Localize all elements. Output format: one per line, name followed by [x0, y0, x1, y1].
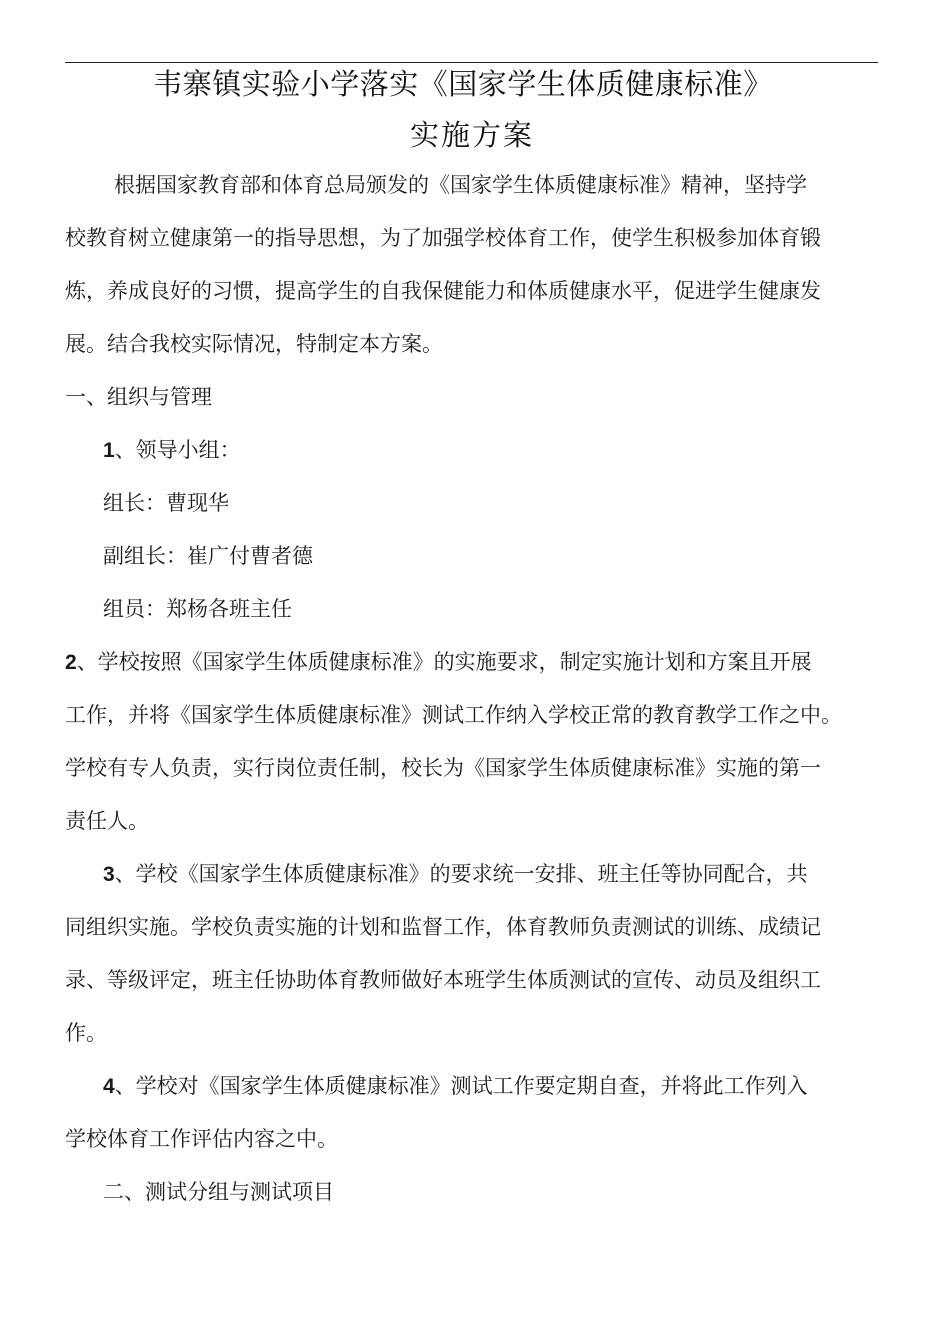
document-title: 韦寨镇实验小学落实《国家学生体质健康标准》	[153, 67, 773, 101]
item2-number: 2	[65, 651, 77, 674]
item3-line-1	[103, 859, 808, 890]
intro-line-3: 炼，养成良好的习惯，提高学生的自我保健能力和体质健康水平，促进学生健康发	[65, 279, 821, 303]
item3-text-1: 、学校《国家学生体质健康标准》的要求统一安排、班主任等协同配合，共	[114, 862, 808, 886]
item3-line-2: 同组织实施。学校负责实施的计划和监督工作，体育教师负责测试的训练、成绩记	[65, 915, 821, 939]
item2-line-4: 责任人。	[65, 809, 149, 833]
item2-line-3: 学校有专人负责，实行岗位责任制，校长为《国家学生体质健康标准》实施的第一	[65, 756, 821, 780]
deputy-line: 副组长：崔广付曹者德	[103, 544, 313, 568]
item3-line-3: 录、等级评定，班主任协助体育教师做好本班学生体质测试的宣传、动员及组织工	[65, 968, 821, 992]
item4-number: 4	[103, 1075, 115, 1098]
item3-line-4: 作。	[65, 1021, 107, 1045]
item1-label: 、领导小组：	[114, 438, 241, 462]
item3-number: 3	[103, 863, 115, 886]
item1-heading	[103, 435, 241, 466]
members-line: 组员：郑杨各班主任	[103, 597, 292, 621]
item2-line-2: 工作，并将《国家学生体质健康标准》测试工作纳入学校正常的教育教学工作之中。	[65, 703, 842, 727]
item2-line-1	[65, 647, 812, 678]
document-subtitle: 实施方案	[409, 118, 534, 152]
item2-text-1: 、学校按照《国家学生体质健康标准》的实施要求，制定实施计划和方案且开展	[76, 650, 812, 674]
header-rule	[65, 62, 878, 63]
item4-line-2: 学校体育工作评估内容之中。	[65, 1127, 338, 1151]
leader-line: 组长：曹现华	[103, 491, 229, 515]
intro-line-1: 根据国家教育部和体育总局颁发的《国家学生体质健康标准》精神，坚持学	[114, 173, 807, 197]
item4-text-1: 、学校对《国家学生体质健康标准》测试工作要定期自查，并将此工作列入	[114, 1074, 808, 1098]
item1-number: 1	[103, 439, 115, 462]
section1-heading: 一、组织与管理	[65, 385, 212, 409]
intro-line-4: 展。结合我校实际情况，特制定本方案。	[65, 332, 443, 356]
section2-heading: 二、测试分组与测试项目	[103, 1180, 334, 1204]
intro-line-2: 校教育树立健康第一的指导思想，为了加强学校体育工作，使学生积极参加体育锻	[65, 226, 821, 250]
item4-line-1	[103, 1071, 808, 1102]
